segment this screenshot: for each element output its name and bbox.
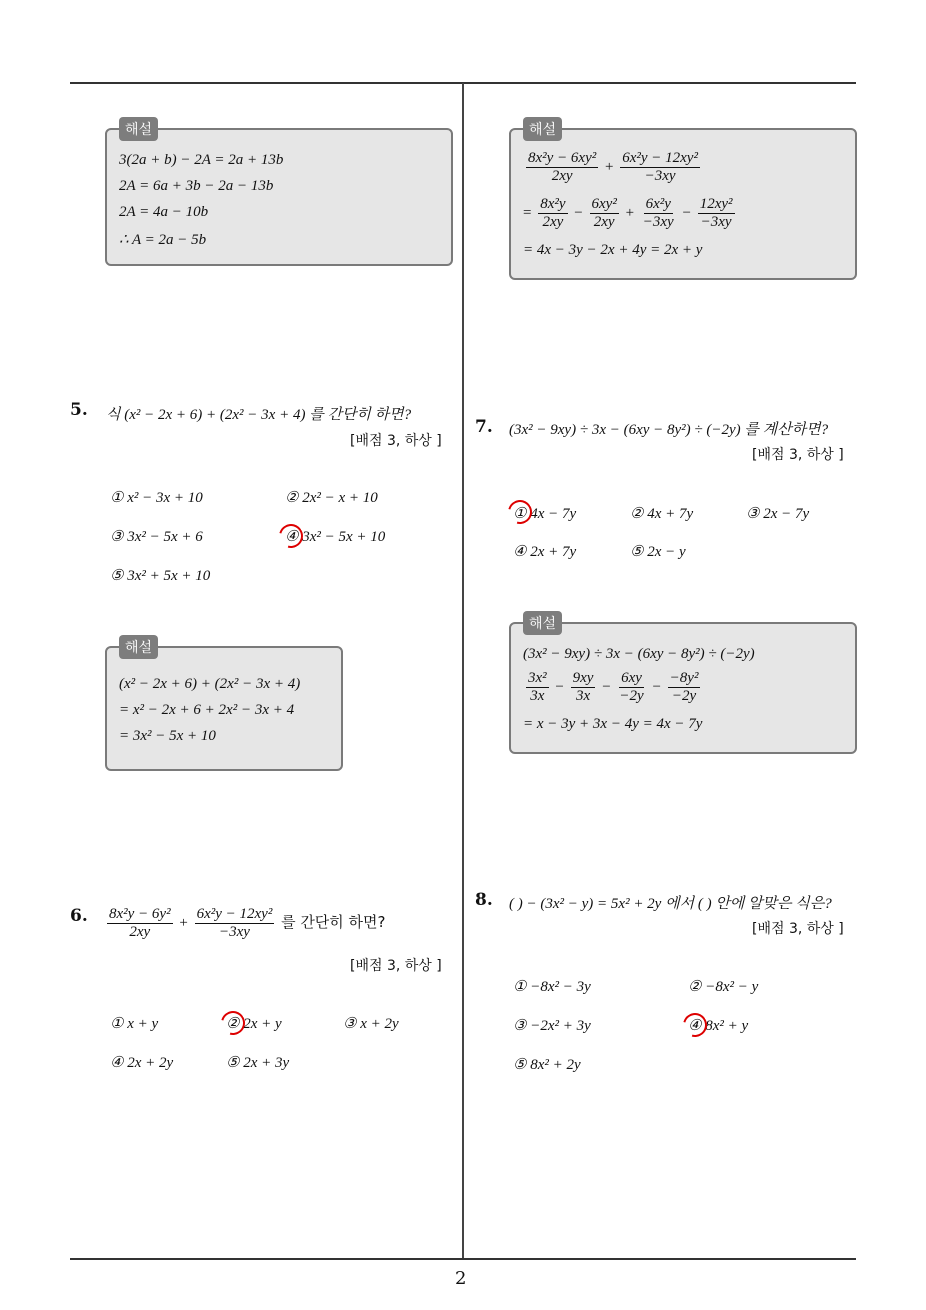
operator: −	[574, 204, 583, 221]
answer-mark-circle	[217, 1007, 250, 1040]
answer-option[interactable]: ① 4x − 7y	[513, 506, 577, 522]
solution-line: ∴ A = 2a − 5b	[119, 232, 207, 248]
answer-option[interactable]: ④ 8x² + y	[688, 1018, 749, 1034]
fraction-denominator: 2xy	[129, 924, 151, 940]
answer-option[interactable]: ③ 3x² − 5x + 6	[110, 529, 203, 545]
fraction-numerator: 6xy	[621, 670, 642, 686]
operator: +	[605, 158, 614, 175]
question-tail: 를 간단히 하면?	[281, 912, 386, 931]
fraction-numerator: 3x²	[528, 670, 547, 686]
solution-line: 2A = 4a − 10b	[119, 204, 209, 220]
question-text: ( ) − (3x² − y) = 5x² + 2y 에서 ( ) 안에 알맞은 식은?	[509, 896, 832, 912]
fraction-denominator: −3xy	[700, 214, 732, 230]
operator: +	[625, 204, 635, 221]
solution-line: 2A = 6a + 3b − 2a − 13b	[119, 178, 274, 194]
score-label: [배점 3, 하상 ]	[350, 433, 442, 449]
answer-option[interactable]: ⑤ 2x − y	[630, 544, 686, 560]
fraction-denominator: −2y	[671, 688, 697, 704]
answer-option[interactable]: ⑤ 8x² + 2y	[513, 1057, 581, 1073]
operator: +	[179, 914, 188, 931]
answer-option[interactable]: ⑤ 2x + 3y	[226, 1055, 290, 1071]
operator: −	[682, 204, 691, 221]
operator: −	[555, 678, 564, 695]
solution-label: 해설	[523, 611, 562, 635]
operator: −	[602, 678, 611, 695]
score-label: [배점 3, 하상 ]	[752, 447, 844, 463]
solution-line: 3(2a + b) − 2A = 2a + 13b	[119, 152, 284, 168]
fraction-numerator: 6x²y − 12xy²	[622, 150, 698, 166]
answer-mark-circle	[275, 520, 308, 553]
operator: −	[652, 678, 661, 695]
answer-option[interactable]: ① x + y	[110, 1016, 159, 1032]
question-text	[104, 906, 386, 941]
fraction-denominator: 3x	[575, 688, 591, 704]
fraction-denominator: −2y	[619, 688, 644, 704]
answer-option[interactable]: ② 2x + y	[226, 1016, 282, 1032]
answer-option[interactable]: ② 2x² − x + 10	[285, 490, 378, 506]
fraction-denominator: −3xy	[218, 924, 250, 940]
bottom-rule	[70, 1258, 856, 1260]
solution-line	[523, 150, 703, 185]
fraction-numerator: −8y²	[669, 670, 699, 686]
question-number: 7.	[475, 417, 493, 437]
answer-mark-circle	[504, 496, 537, 529]
fraction-numerator: 6x²y	[645, 196, 671, 212]
answer-option[interactable]: ④ 2x + 2y	[110, 1055, 174, 1071]
fraction-denominator: 3x	[530, 688, 545, 704]
question-number: 8.	[475, 890, 493, 910]
answer-mark-circle	[679, 1009, 712, 1042]
fraction-denominator: 2xy	[551, 168, 573, 184]
solution-line	[523, 670, 703, 705]
solution-box-5	[105, 640, 343, 771]
answer-option[interactable]: ⑤ 3x² + 5x + 10	[110, 568, 211, 584]
answer-option[interactable]: ③ x + 2y	[343, 1016, 399, 1032]
fraction-denominator: −3xy	[642, 214, 674, 230]
question-text: (3x² − 9xy) ÷ 3x − (6xy − 8y²) ÷ (−2y) 를 계산하면?	[509, 422, 829, 438]
solution-box-6	[509, 122, 857, 280]
fraction-numerator: 8x²y − 6xy²	[528, 150, 597, 166]
question-number: 5.	[70, 400, 88, 420]
question-number: 6.	[70, 906, 88, 926]
operator: =	[523, 204, 532, 221]
fraction-numerator: 12xy²	[699, 196, 733, 212]
answer-option[interactable]: ② −8x² − y	[688, 979, 759, 995]
solution-line: (x² − 2x + 6) + (2x² − 3x + 4)	[119, 676, 301, 692]
page-number: 2	[455, 1268, 467, 1289]
score-label: [배점 3, 하상 ]	[752, 921, 844, 937]
fraction-numerator: 6xy²	[591, 196, 617, 212]
solution-line: (3x² − 9xy) ÷ 3x − (6xy − 8y²) ÷ (−2y)	[523, 646, 755, 662]
fraction-numerator: 8x²y − 6y²	[109, 906, 171, 922]
solution-label: 해설	[523, 117, 562, 141]
fraction-numerator: 6x²y − 12xy²	[196, 906, 273, 922]
solution-line	[523, 196, 738, 231]
fraction-denominator: 2xy	[593, 214, 615, 230]
answer-option[interactable]: ① x² − 3x + 10	[110, 490, 203, 506]
solution-label: 해설	[119, 635, 158, 659]
solution-line: = x² − 2x + 6 + 2x² − 3x + 4	[119, 702, 295, 718]
column-divider	[462, 83, 464, 1259]
answer-option[interactable]: ④ 2x + 7y	[513, 544, 577, 560]
solution-label: 해설	[119, 117, 158, 141]
fraction-denominator: −3xy	[644, 168, 676, 184]
solution-line: = x − 3y + 3x − 4y = 4x − 7y	[523, 716, 703, 732]
question-text: 식 (x² − 2x + 6) + (2x² − 3x + 4) 를 간단히 하면?	[106, 407, 412, 423]
answer-option[interactable]: ① −8x² − 3y	[513, 979, 591, 995]
solution-line: = 3x² − 5x + 10	[119, 728, 216, 744]
fraction-numerator: 9xy	[572, 670, 594, 686]
fraction-numerator: 8x²y	[540, 196, 566, 212]
answer-option[interactable]: ③ −2x² + 3y	[513, 1018, 591, 1034]
score-label: [배점 3, 하상 ]	[350, 958, 442, 974]
solution-line: = 4x − 3y − 2x + 4y = 2x + y	[523, 242, 703, 258]
fraction-denominator: 2xy	[542, 214, 564, 230]
solution-box-7	[509, 616, 857, 754]
answer-option[interactable]: ③ 2x − 7y	[746, 506, 810, 522]
answer-option[interactable]: ④ 3x² − 5x + 10	[285, 529, 386, 545]
solution-box-4	[105, 122, 453, 266]
answer-option[interactable]: ② 4x + 7y	[630, 506, 694, 522]
